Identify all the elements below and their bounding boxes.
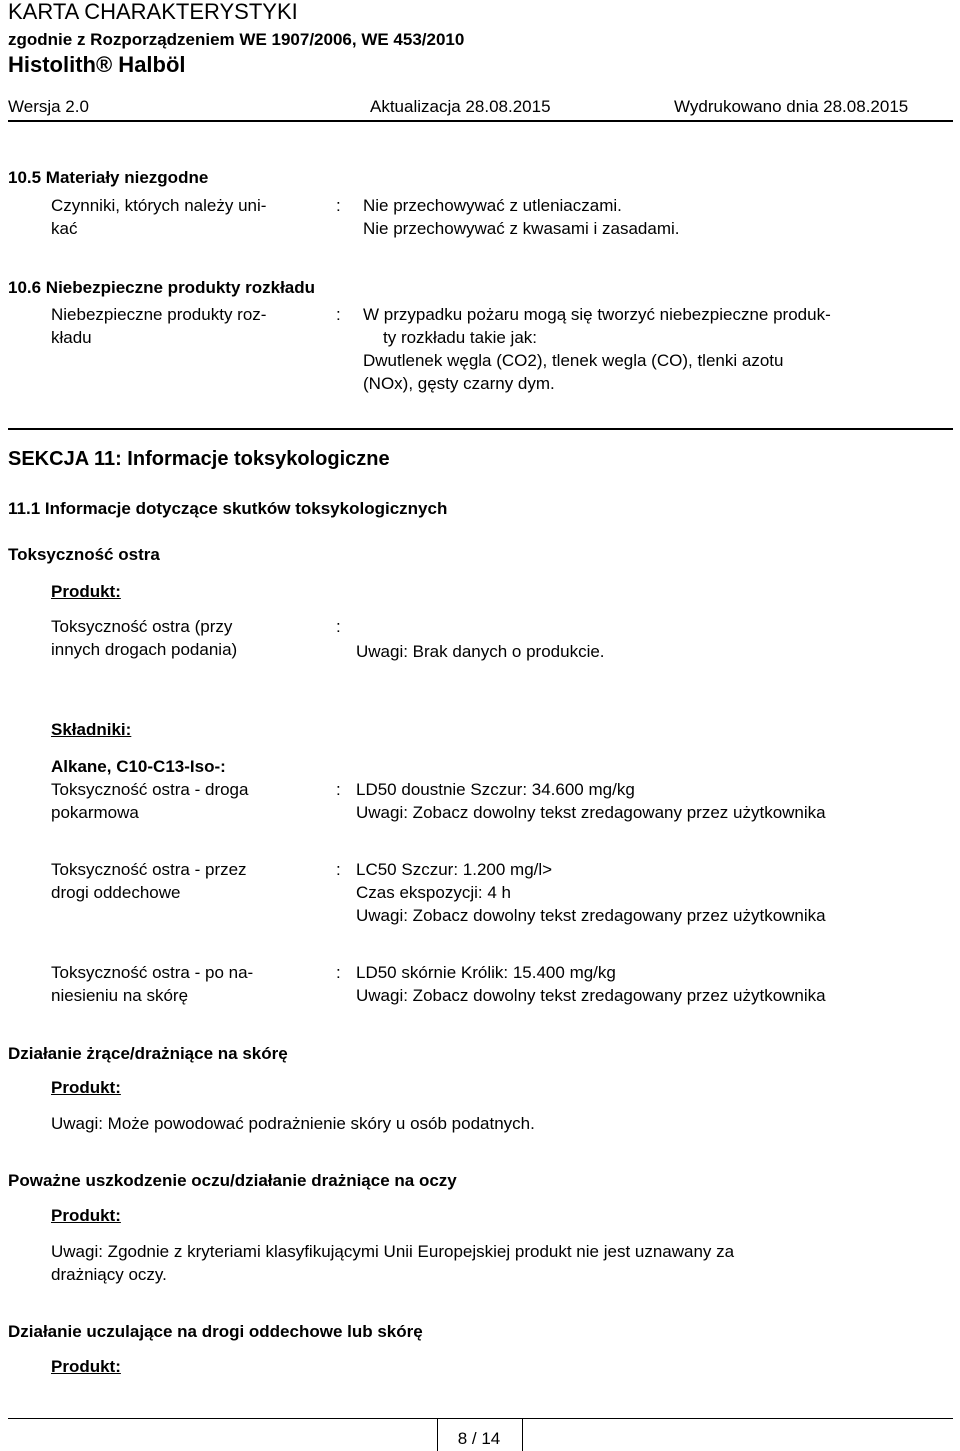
skin-note: Uwagi: Może powodować podrażnienie skóry u osób podatnych. (51, 1114, 535, 1133)
inhalation-toxicity-label-line2: drogi oddechowe (51, 883, 181, 902)
version-label: Wersja 2.0 (8, 97, 89, 116)
eye-note-line2: drażniący oczy. (51, 1265, 167, 1284)
regulation-subtitle: zgodnie z Rozporządzeniem WE 1907/2006, WE 453/2010 (8, 30, 465, 49)
decomposition-label-line2: kładu (51, 328, 92, 347)
product-label: Produkt: (51, 1357, 121, 1376)
product-label: Produkt: (51, 1206, 121, 1225)
colon: : (336, 617, 341, 636)
colon: : (336, 963, 341, 982)
oral-toxicity-label-line2: pokarmowa (51, 803, 139, 822)
colon: : (336, 860, 341, 879)
inhalation-toxicity-value-line3: Uwagi: Zobacz dowolny tekst zredagowany przez użytkownika (356, 906, 826, 925)
inhalation-toxicity-value-line1: LC50 Szczur: 1.200 mg/l> (356, 860, 553, 879)
section-10-5-heading: 10.5 Materiały niezgodne (8, 168, 209, 187)
ingredient-name: Alkane, C10-C13-Iso-: (51, 757, 226, 776)
document-title: KARTA CHARAKTERYSTYKI (8, 0, 298, 24)
eye-note-line1: Uwagi: Zgodnie z kryteriami klasyfikującymi Unii Europejskiej produkt nie jest uznawany za (51, 1242, 735, 1261)
oral-toxicity-value-line1: LD50 doustnie Szczur: 34.600 mg/kg (356, 780, 635, 799)
dermal-toxicity-label-line1: Toksyczność ostra - po na- (51, 963, 254, 982)
colon: : (336, 196, 341, 215)
decomposition-value-line4: (NOx), gęsty czarny dym. (363, 374, 555, 393)
print-date: Wydrukowano dnia 28.08.2015 (674, 97, 909, 116)
decomposition-value-line3: Dwutlenek węgla (CO2), tlenek wegla (CO), tlenki azotu (363, 351, 784, 370)
decomposition-label-line1: Niebezpieczne produkty roz- (51, 305, 267, 324)
colon: : (336, 780, 341, 799)
product-name: Histolith® Halböl (8, 52, 186, 77)
incompatible-label-line2: kać (51, 219, 78, 238)
section-11-divider (8, 428, 953, 430)
colon: : (336, 305, 341, 324)
section-11-heading: SEKCJA 11: Informacje toksykologiczne (8, 448, 390, 470)
incompatible-value-line2: Nie przechowywać z kwasami i zasadami. (363, 219, 680, 238)
skin-corrosion-heading: Działanie żrące/drażniące na skórę (8, 1044, 288, 1063)
section-10-6-heading: 10.6 Niebezpieczne produkty rozkładu (8, 278, 316, 297)
sensitisation-heading: Działanie uczulające na drogi oddechowe lub skórę (8, 1322, 423, 1341)
dermal-toxicity-label-line2: niesieniu na skórę (51, 986, 189, 1005)
incompatible-value-line1: Nie przechowywać z utleniaczami. (363, 196, 622, 215)
update-date: Aktualizacja 28.08.2015 (370, 97, 551, 116)
oral-toxicity-value-line2: Uwagi: Zobacz dowolny tekst zredagowany przez użytkownika (356, 803, 826, 822)
eye-damage-heading: Poważne uszkodzenie oczu/działanie drażniące na oczy (8, 1171, 457, 1190)
acute-other-routes-value: Uwagi: Brak danych o produkcie. (356, 642, 605, 661)
header-divider (8, 120, 953, 122)
ingredients-label: Składniki: (51, 720, 132, 739)
acute-toxicity-heading: Toksyczność ostra (8, 545, 160, 564)
acute-other-routes-label-line1: Toksyczność ostra (przy (51, 617, 233, 636)
dermal-toxicity-value-line1: LD50 skórnie Królik: 15.400 mg/kg (356, 963, 616, 982)
product-label: Produkt: (51, 582, 121, 601)
dermal-toxicity-value-line2: Uwagi: Zobacz dowolny tekst zredagowany przez użytkownika (356, 986, 826, 1005)
acute-other-routes-label-line2: innych drogach podania) (51, 640, 238, 659)
oral-toxicity-label-line1: Toksyczność ostra - droga (51, 780, 249, 799)
section-11-1-heading: 11.1 Informacje dotyczące skutków toksykologicznych (8, 499, 448, 518)
product-label: Produkt: (51, 1078, 121, 1097)
decomposition-value-line1: W przypadku pożaru mogą się tworzyć niebezpieczne produk- (363, 305, 831, 324)
inhalation-toxicity-value-line2: Czas ekspozycji: 4 h (356, 883, 511, 902)
page-number: 8 / 14 (457, 1429, 501, 1448)
inhalation-toxicity-label-line1: Toksyczność ostra - przez (51, 860, 247, 879)
incompatible-label-line1: Czynniki, których należy uni- (51, 196, 267, 215)
decomposition-value-line2: ty rozkładu takie jak: (383, 328, 538, 347)
